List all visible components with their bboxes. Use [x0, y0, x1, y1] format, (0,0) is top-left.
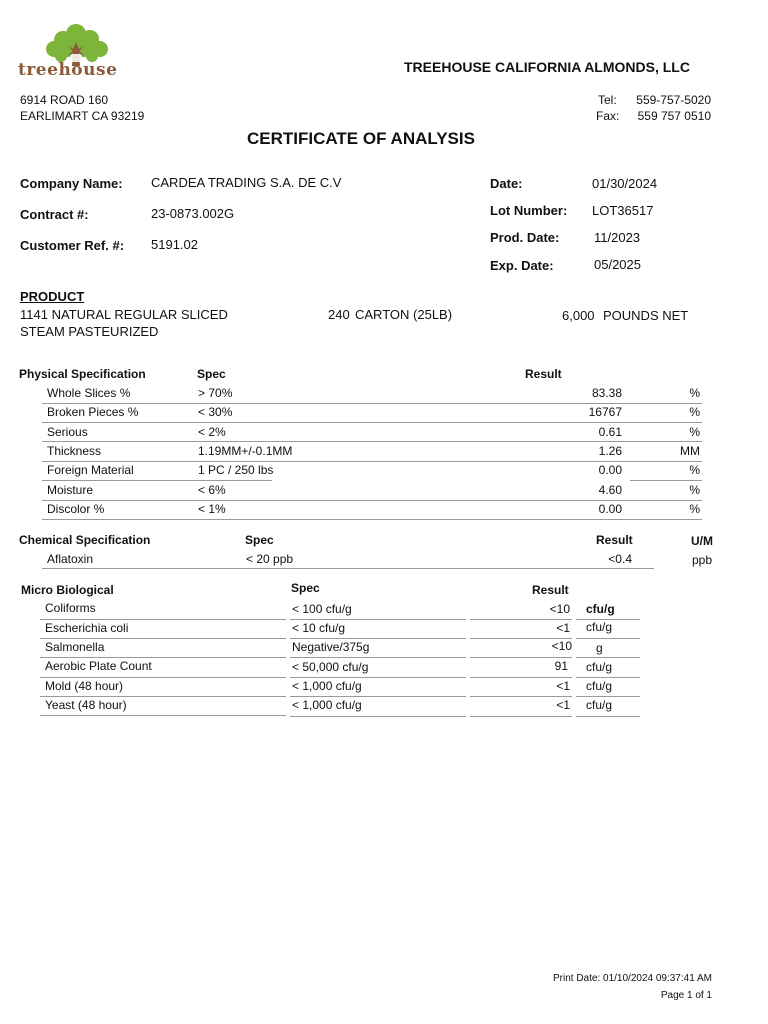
table-row-spec: < 20 ppb [246, 552, 294, 566]
row-divider [42, 403, 630, 404]
table-row-result: 0.00 [598, 502, 622, 516]
table-row-result: <1 [556, 698, 570, 712]
table-row-name: Salmonella [45, 640, 105, 654]
product-package: CARTON (25LB) [355, 307, 453, 322]
chemical-unit-header: U/M [691, 534, 713, 548]
table-row-spec: < 1,000 cfu/g [292, 698, 362, 712]
row-divider [40, 638, 286, 639]
table-row-name: Broken Pieces % [47, 405, 139, 419]
date-label: Date: [490, 176, 523, 191]
company-value: CARDEA TRADING S.A. DE C.V [151, 175, 342, 190]
row-divider [576, 619, 640, 620]
table-row-spec: Negative/375g [292, 640, 370, 654]
table-row-result: <10 [551, 639, 572, 653]
row-divider [630, 441, 702, 442]
product-weight: 6,000 [562, 308, 595, 323]
row-divider [576, 657, 640, 658]
row-divider [576, 716, 640, 717]
row-divider [42, 568, 654, 569]
custref-label: Customer Ref. #: [20, 238, 125, 253]
row-divider [630, 403, 702, 404]
table-row-unit: cfu/g [586, 602, 615, 616]
row-divider [576, 677, 640, 678]
page-number: Page 1 of 1 [660, 990, 712, 1001]
physical-spec-header: Spec [197, 367, 226, 381]
row-divider [576, 638, 640, 639]
table-row-result: <1 [556, 621, 570, 635]
contract-value: 23-0873.002G [151, 206, 235, 221]
row-divider [40, 715, 286, 716]
table-row-result: <0.4 [608, 552, 632, 566]
table-row-name: Aflatoxin [47, 552, 94, 566]
table-row-unit: % [689, 483, 700, 497]
row-divider [290, 638, 466, 639]
table-row-result: 1.26 [598, 444, 622, 458]
table-row-spec: < 10 cfu/g [292, 621, 346, 635]
address-line-1: 6914 ROAD 160 [20, 93, 109, 107]
date-value: 01/30/2024 [592, 176, 658, 191]
row-divider [630, 500, 702, 501]
physical-result-header: Result [525, 367, 562, 381]
lot-value: LOT36517 [592, 203, 654, 218]
exp-date-label: Exp. Date: [490, 258, 554, 273]
row-divider [290, 619, 466, 620]
row-divider [40, 677, 286, 678]
table-row-spec: < 50,000 cfu/g [292, 660, 369, 674]
custref-value: 5191.02 [151, 237, 198, 252]
table-row-name: Coliforms [45, 601, 96, 615]
chemical-heading: Chemical Specification [19, 533, 151, 547]
row-divider [42, 519, 630, 520]
row-divider [470, 696, 572, 697]
table-row-unit: % [689, 463, 700, 477]
print-date: Print Date: 01/10/2024 09:37:41 AM [553, 973, 712, 984]
table-row-name: Foreign Material [47, 463, 134, 477]
table-row-spec: < 1,000 cfu/g [292, 679, 362, 693]
table-row-result: 4.60 [598, 483, 622, 497]
row-divider [290, 716, 466, 717]
lot-label: Lot Number: [490, 203, 568, 218]
product-line-2: STEAM PASTEURIZED [20, 324, 159, 339]
micro-result-header: Result [532, 583, 569, 597]
product-weight-unit: POUNDS NET [603, 308, 689, 323]
logo-wordmark: treehouse [18, 60, 118, 80]
table-row-name: Moisture [47, 483, 94, 497]
table-row-unit: cfu/g [586, 620, 613, 634]
row-divider [42, 500, 630, 501]
fax-label: Fax: [596, 109, 620, 123]
row-divider [630, 422, 702, 423]
table-row-result: <10 [549, 602, 570, 616]
table-row-unit: % [689, 405, 700, 419]
table-row-name: Mold (48 hour) [45, 679, 124, 693]
address-line-2: EARLIMART CA 93219 [20, 109, 145, 123]
product-line-1: 1141 NATURAL REGULAR SLICED [20, 307, 228, 322]
table-row-unit: % [689, 502, 700, 516]
table-row-unit: cfu/g [586, 679, 613, 693]
table-row-unit: % [689, 425, 700, 439]
table-row-name: Discolor % [47, 502, 105, 516]
row-divider [630, 480, 702, 481]
prod-date-label: Prod. Date: [490, 230, 560, 245]
table-row-spec: < 100 cfu/g [292, 602, 352, 616]
table-row-unit: cfu/g [586, 660, 613, 674]
document-title: CERTIFICATE OF ANALYSIS [247, 129, 475, 148]
row-divider [470, 638, 572, 639]
company-name: TREEHOUSE CALIFORNIA ALMONDS, LLC [404, 59, 690, 75]
table-row-result: 0.61 [598, 425, 622, 439]
row-divider [470, 657, 572, 658]
row-divider [576, 696, 640, 697]
row-divider [290, 657, 466, 658]
table-row-result: 91 [554, 659, 568, 673]
row-divider [42, 480, 272, 481]
row-divider [290, 696, 466, 697]
row-divider [40, 657, 286, 658]
table-row-spec: 1.19MM+/-0.1MM [198, 444, 293, 458]
row-divider [40, 696, 286, 697]
row-divider [630, 519, 702, 520]
product-heading: PRODUCT [20, 289, 85, 304]
table-row-result: 83.38 [591, 386, 622, 400]
contract-label: Contract #: [20, 207, 89, 222]
row-divider [470, 677, 572, 678]
table-row-name: Whole Slices % [47, 386, 131, 400]
table-row-name: Aerobic Plate Count [45, 659, 152, 673]
table-row-spec: < 30% [198, 405, 233, 419]
treehouse-logo [16, 22, 138, 84]
chemical-result-header: Result [596, 533, 633, 547]
table-row-spec: < 6% [198, 483, 226, 497]
table-row-unit: MM [680, 444, 700, 458]
row-divider [42, 461, 630, 462]
table-row-unit: % [689, 386, 700, 400]
table-row-unit: ppb [692, 553, 713, 567]
table-row-spec: > 70% [198, 386, 233, 400]
table-row-unit: g [596, 641, 603, 655]
micro-heading: Micro Biological [21, 583, 114, 597]
micro-spec-header: Spec [291, 581, 320, 595]
table-row-name: Serious [47, 425, 88, 439]
table-row-name: Thickness [47, 444, 102, 458]
table-row-result: 0.00 [598, 463, 622, 477]
table-row-name: Yeast (48 hour) [45, 698, 127, 712]
chemical-spec-header: Spec [245, 533, 274, 547]
fax-number: 559 757 0510 [637, 109, 711, 123]
row-divider [470, 619, 572, 620]
row-divider [42, 441, 630, 442]
exp-date-value: 05/2025 [594, 257, 641, 272]
tel-label: Tel: [598, 93, 617, 107]
row-divider [630, 461, 702, 462]
table-row-unit: cfu/g [586, 698, 613, 712]
table-row-spec: < 2% [198, 425, 226, 439]
row-divider [290, 677, 466, 678]
prod-date-value: 11/2023 [594, 230, 641, 245]
table-row-spec: 1 PC / 250 lbs [198, 463, 274, 477]
tel-number: 559-757-5020 [636, 93, 711, 107]
company-label: Company Name: [20, 176, 123, 191]
product-qty: 240 [328, 307, 350, 322]
physical-heading: Physical Specification [19, 367, 146, 381]
table-row-result: 16767 [588, 405, 622, 419]
row-divider [40, 619, 286, 620]
row-divider [42, 422, 630, 423]
table-row-name: Escherichia coli [45, 621, 129, 635]
table-row-spec: < 1% [198, 502, 226, 516]
row-divider [470, 716, 572, 717]
table-row-result: <1 [556, 679, 570, 693]
